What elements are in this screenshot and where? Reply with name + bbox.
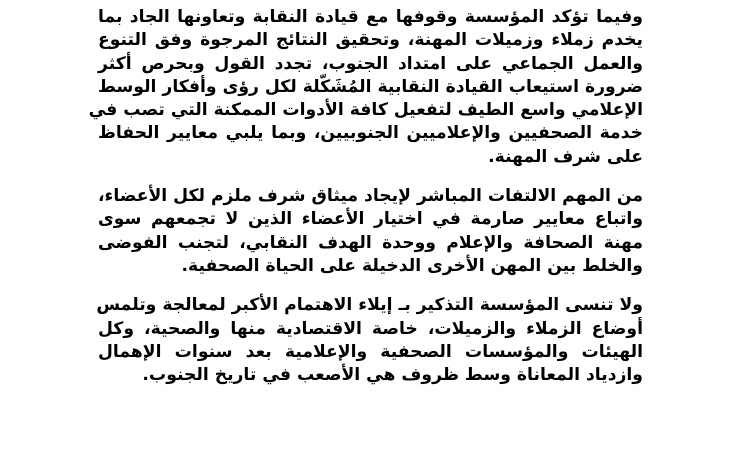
text-line: وفيما تؤكد المؤسسة وقوفها مع قيادة النقابة وتعاونها الجاد بما bbox=[98, 7, 643, 27]
text-line: على شرف المهنة. bbox=[488, 146, 643, 167]
text-line: الهيئات والمؤسسات الصحفية والإعلامية بعد سنوات الإهمال bbox=[98, 341, 643, 362]
text-line: خدمة الصحفيين والإعلاميين الجنوبيين، وبما يلبي معايير الحفاظ bbox=[98, 123, 643, 144]
text-line: ولا تنسى المؤسسة التذكير بـ إيلاء الاهتمام الأكبر لمعالجة وتلمس bbox=[96, 295, 643, 316]
text-line: والعمل الجماعي على امتداد الجنوب، تجدد القول وبحرص أكثر bbox=[98, 53, 643, 74]
article-body bbox=[88, 6, 643, 403]
text-line: والخلط بين المهن الأخرى الدخيلة على الحياة الصحفية. bbox=[181, 255, 643, 276]
paragraph-3 bbox=[98, 294, 643, 387]
paragraph-2 bbox=[98, 185, 643, 278]
text-line: من المهم الالتفات المباشر لإيجاد ميثاق شرف ملزم لكل الأعضاء، bbox=[98, 186, 643, 207]
text-line: يخدم زملاء وزميلات المهنة، وتحقيق النتائج المرجوة وفق التنوع bbox=[98, 30, 643, 51]
paragraph-1 bbox=[88, 6, 643, 169]
text-line: وازدياد المعاناة وسط ظروف هي الأصعب في تاريخ الجنوب. bbox=[142, 365, 643, 386]
text-line: ضرورة استيعاب القيادة النقابية المُشَكّلة لكل رؤى وأفكار الوسط bbox=[98, 76, 643, 97]
text-line: الإعلامي واسع الطيف لتفعيل كافة الأدوات الممكنة التي تصب في bbox=[88, 100, 643, 121]
text-line: مهنة الصحافة والإعلام ووحدة الهدف النقابي، لتجنب الفوضى bbox=[98, 232, 643, 253]
text-line: واتباع معايير صارمة في اختيار الأعضاء الذين لا تجمعهم سوى bbox=[98, 209, 643, 230]
text-line: أوضاع الزملاء والزميلات، خاصة الاقتصادية منها والصحية، وكل bbox=[98, 318, 643, 339]
